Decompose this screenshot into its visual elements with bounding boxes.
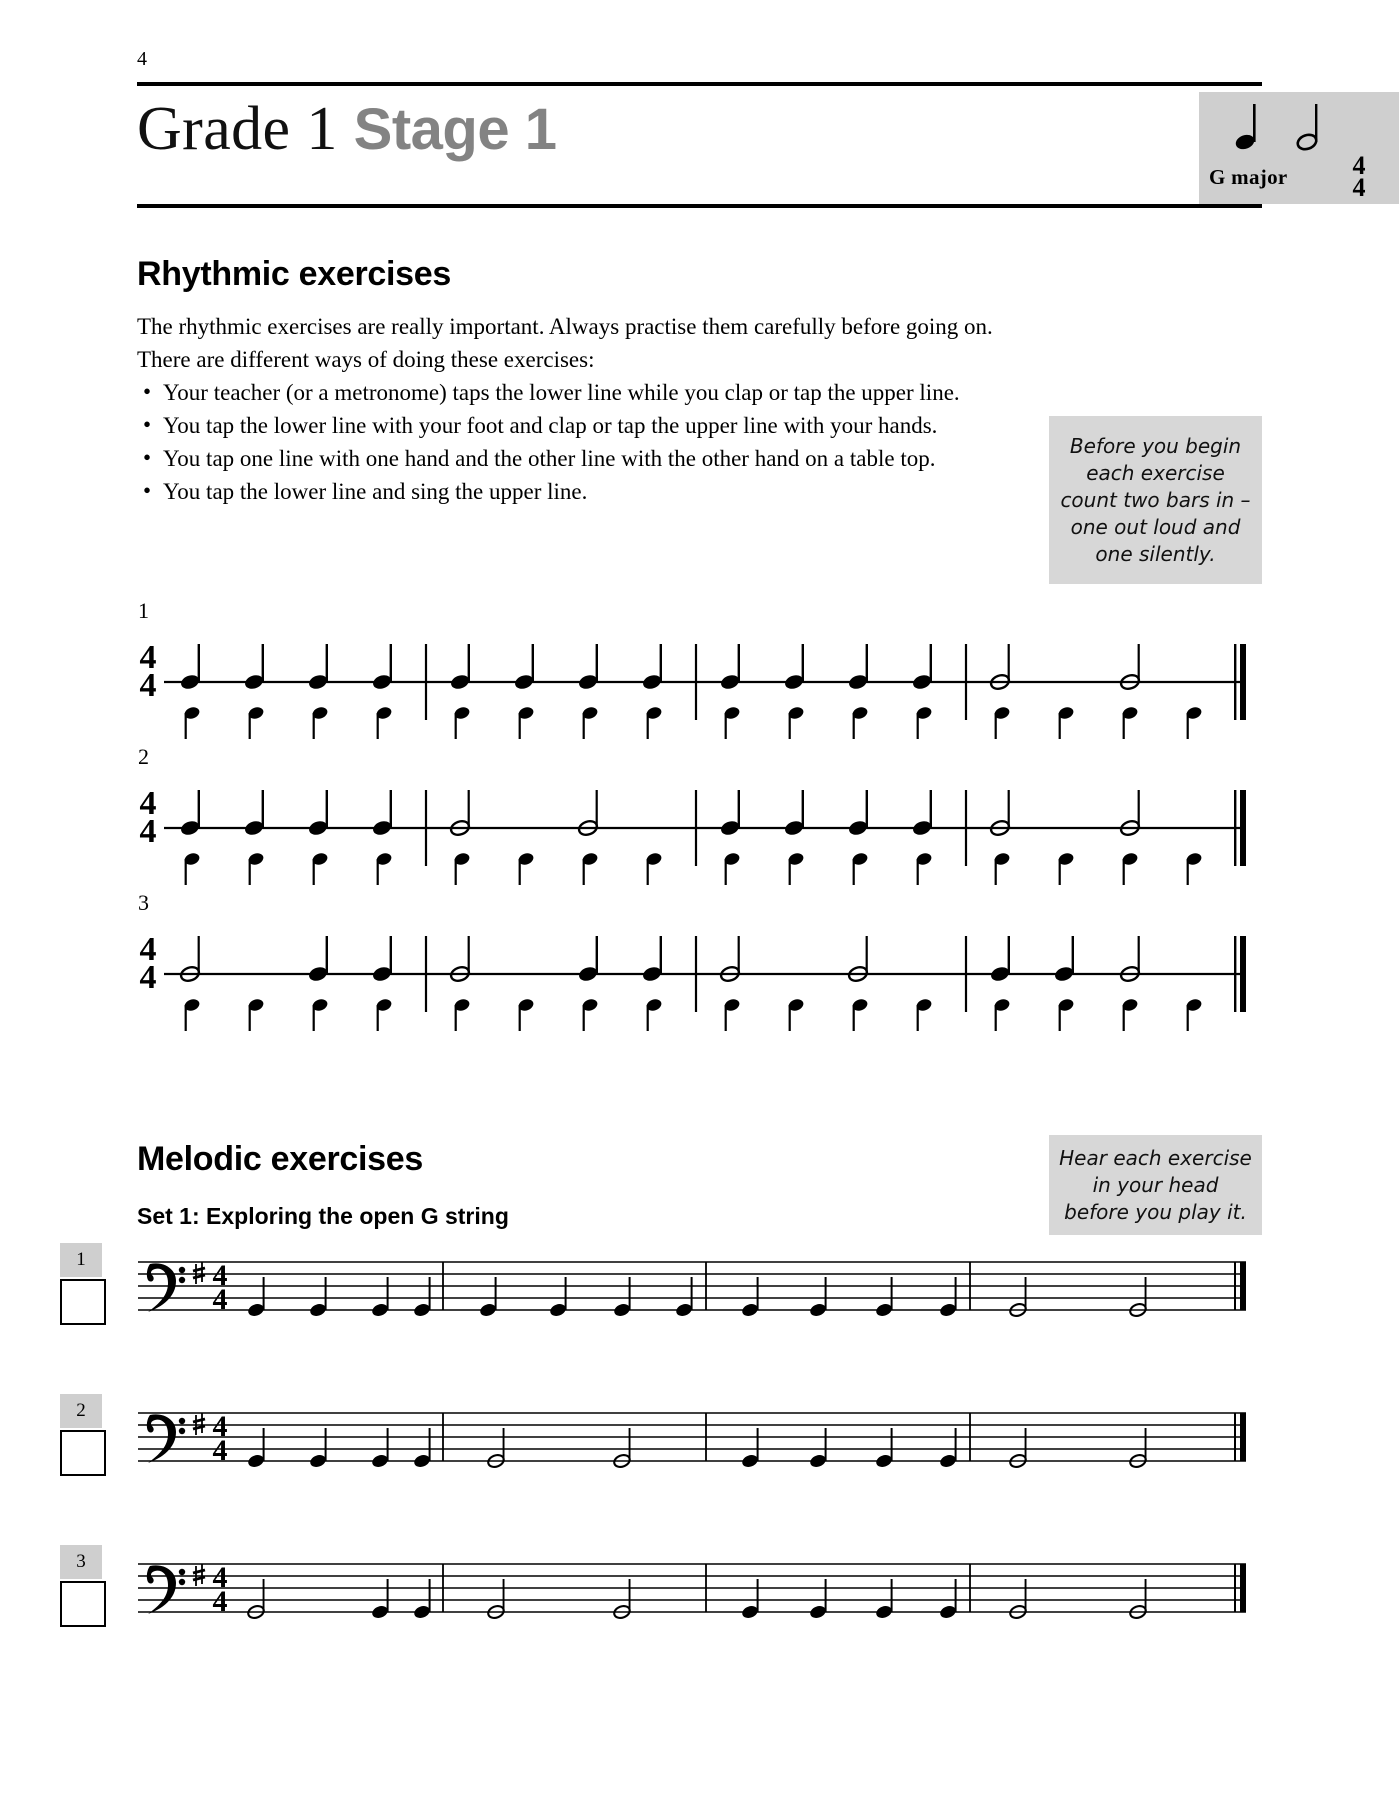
exercise-number: 2 — [138, 744, 149, 769]
rhythm-staff-svg — [130, 912, 1265, 1022]
rhythm-exercise-2 — [130, 744, 1265, 876]
svg-text:4: 4 — [139, 931, 157, 968]
lower-line-notes — [183, 997, 1203, 1031]
melodic-staff-svg — [138, 1552, 1266, 1632]
key-signature-sharp — [193, 1262, 205, 1284]
time-signature — [213, 1259, 228, 1316]
svg-text:4: 4 — [212, 1283, 228, 1316]
melodic-exercise-tab: 2 — [60, 1394, 102, 1428]
title-grade: Grade 1 — [137, 95, 338, 163]
svg-text:4: 4 — [139, 959, 157, 996]
svg-text:4: 4 — [139, 639, 157, 676]
melodic-checkbox-2[interactable] — [60, 1430, 106, 1476]
list-item — [137, 475, 1017, 508]
bass-clef-icon — [147, 1414, 185, 1463]
melodic-exercise-tab: 1 — [60, 1243, 102, 1277]
half-note-icon — [1296, 104, 1319, 152]
list-item — [137, 376, 1017, 409]
svg-text:4: 4 — [212, 1259, 228, 1292]
final-barline — [1234, 1564, 1246, 1612]
list-item-label: You tap one line with one hand and the other line with the other hand on a table top. — [163, 446, 936, 471]
rhythm-staff-svg — [130, 620, 1265, 730]
melodic-exercise-1 — [138, 1250, 1266, 1330]
melodic-checkbox-3[interactable] — [60, 1581, 106, 1627]
key-signature-sharp — [193, 1413, 205, 1435]
key-name-label: G major — [1209, 165, 1288, 189]
lower-line-notes — [183, 851, 1203, 885]
note-value-icons — [1199, 98, 1399, 154]
key-signature-sharp — [193, 1564, 205, 1586]
bass-clef-icon — [147, 1263, 185, 1312]
svg-text:4: 4 — [139, 667, 157, 704]
rhythmic-intro: The rhythmic exercises are really important. Always practise them carefully before going on. There are different ways of doing these exercises: — [137, 314, 993, 372]
time-signature-bottom: 4 — [1352, 172, 1366, 202]
list-item-label: You tap the lower line with your foot and clap or tap the upper line with your hands. — [163, 413, 938, 438]
rhythmic-methods-list — [137, 376, 1017, 508]
time-signature-top: 4 — [1352, 151, 1366, 181]
lower-line-notes — [183, 705, 1203, 739]
svg-text:4: 4 — [212, 1434, 228, 1467]
quarter-note-icon — [1234, 104, 1257, 152]
time-signature — [140, 931, 157, 996]
melodic-exercise-tab: 3 — [60, 1545, 102, 1579]
header-rule-top — [137, 82, 1262, 86]
melodic-exercise-2 — [138, 1401, 1266, 1481]
final-barline — [1234, 1262, 1246, 1310]
exercise-number: 3 — [138, 890, 149, 915]
title-stage: Stage 1 — [353, 97, 557, 162]
list-item — [137, 409, 1017, 442]
melodic-checkbox-1[interactable] — [60, 1279, 106, 1325]
key-signature-box — [1199, 92, 1399, 204]
upper-line-notes — [179, 936, 1141, 983]
bass-clef-icon — [147, 1565, 185, 1614]
rhythm-staff-svg — [130, 766, 1265, 876]
list-item-label: Your teacher (or a metronome) taps the lower line while you clap or tap the upper line. — [163, 380, 960, 405]
rhythm-exercise-3 — [130, 890, 1265, 1022]
melodic-staff-svg — [138, 1401, 1266, 1481]
time-signature — [213, 1561, 228, 1618]
upper-line-notes — [179, 790, 1141, 837]
tip-box-hear-exercise: Hear each exercise in your head before you play it. — [1049, 1135, 1262, 1235]
header-rule-bottom — [137, 204, 1262, 208]
final-barline — [1234, 936, 1246, 1012]
svg-text:4: 4 — [212, 1410, 228, 1443]
time-signature — [1345, 151, 1373, 202]
bullet-icon: • — [143, 478, 152, 503]
melodic-staff-svg — [138, 1250, 1266, 1330]
melodic-exercise-3 — [138, 1552, 1266, 1632]
svg-text:4: 4 — [212, 1585, 228, 1618]
staff-lines — [138, 1564, 1246, 1612]
time-signature — [140, 785, 157, 850]
tip-box-count-in: Before you begin each exercise count two bars in – one out loud and one silently. — [1049, 416, 1262, 584]
rhythmic-heading: Rhythmic exercises — [137, 255, 451, 293]
svg-text:4: 4 — [212, 1561, 228, 1594]
bullet-icon: • — [143, 379, 152, 404]
bullet-icon: • — [143, 445, 152, 470]
exercise-number: 1 — [138, 598, 149, 623]
list-item-label: You tap the lower line and sing the upper line. — [163, 479, 588, 504]
rhythm-exercise-1 — [130, 598, 1265, 730]
page-title — [137, 95, 557, 163]
time-signature — [213, 1410, 228, 1467]
bullet-icon: • — [143, 412, 152, 437]
page-header — [137, 92, 1366, 204]
melodic-heading: Melodic exercises — [137, 1140, 423, 1178]
svg-text:4: 4 — [139, 813, 157, 850]
page-number: 4 — [137, 48, 147, 70]
final-barline — [1234, 644, 1246, 720]
melodic-subheading: Set 1: Exploring the open G string — [137, 1203, 509, 1229]
time-signature — [140, 639, 157, 704]
staff-lines — [138, 1413, 1246, 1461]
final-barline — [1234, 790, 1246, 866]
final-barline — [1234, 1413, 1246, 1461]
upper-line-notes — [179, 644, 1141, 691]
list-item — [137, 442, 1017, 475]
note-icons-svg — [1199, 98, 1399, 156]
svg-text:4: 4 — [139, 785, 157, 822]
